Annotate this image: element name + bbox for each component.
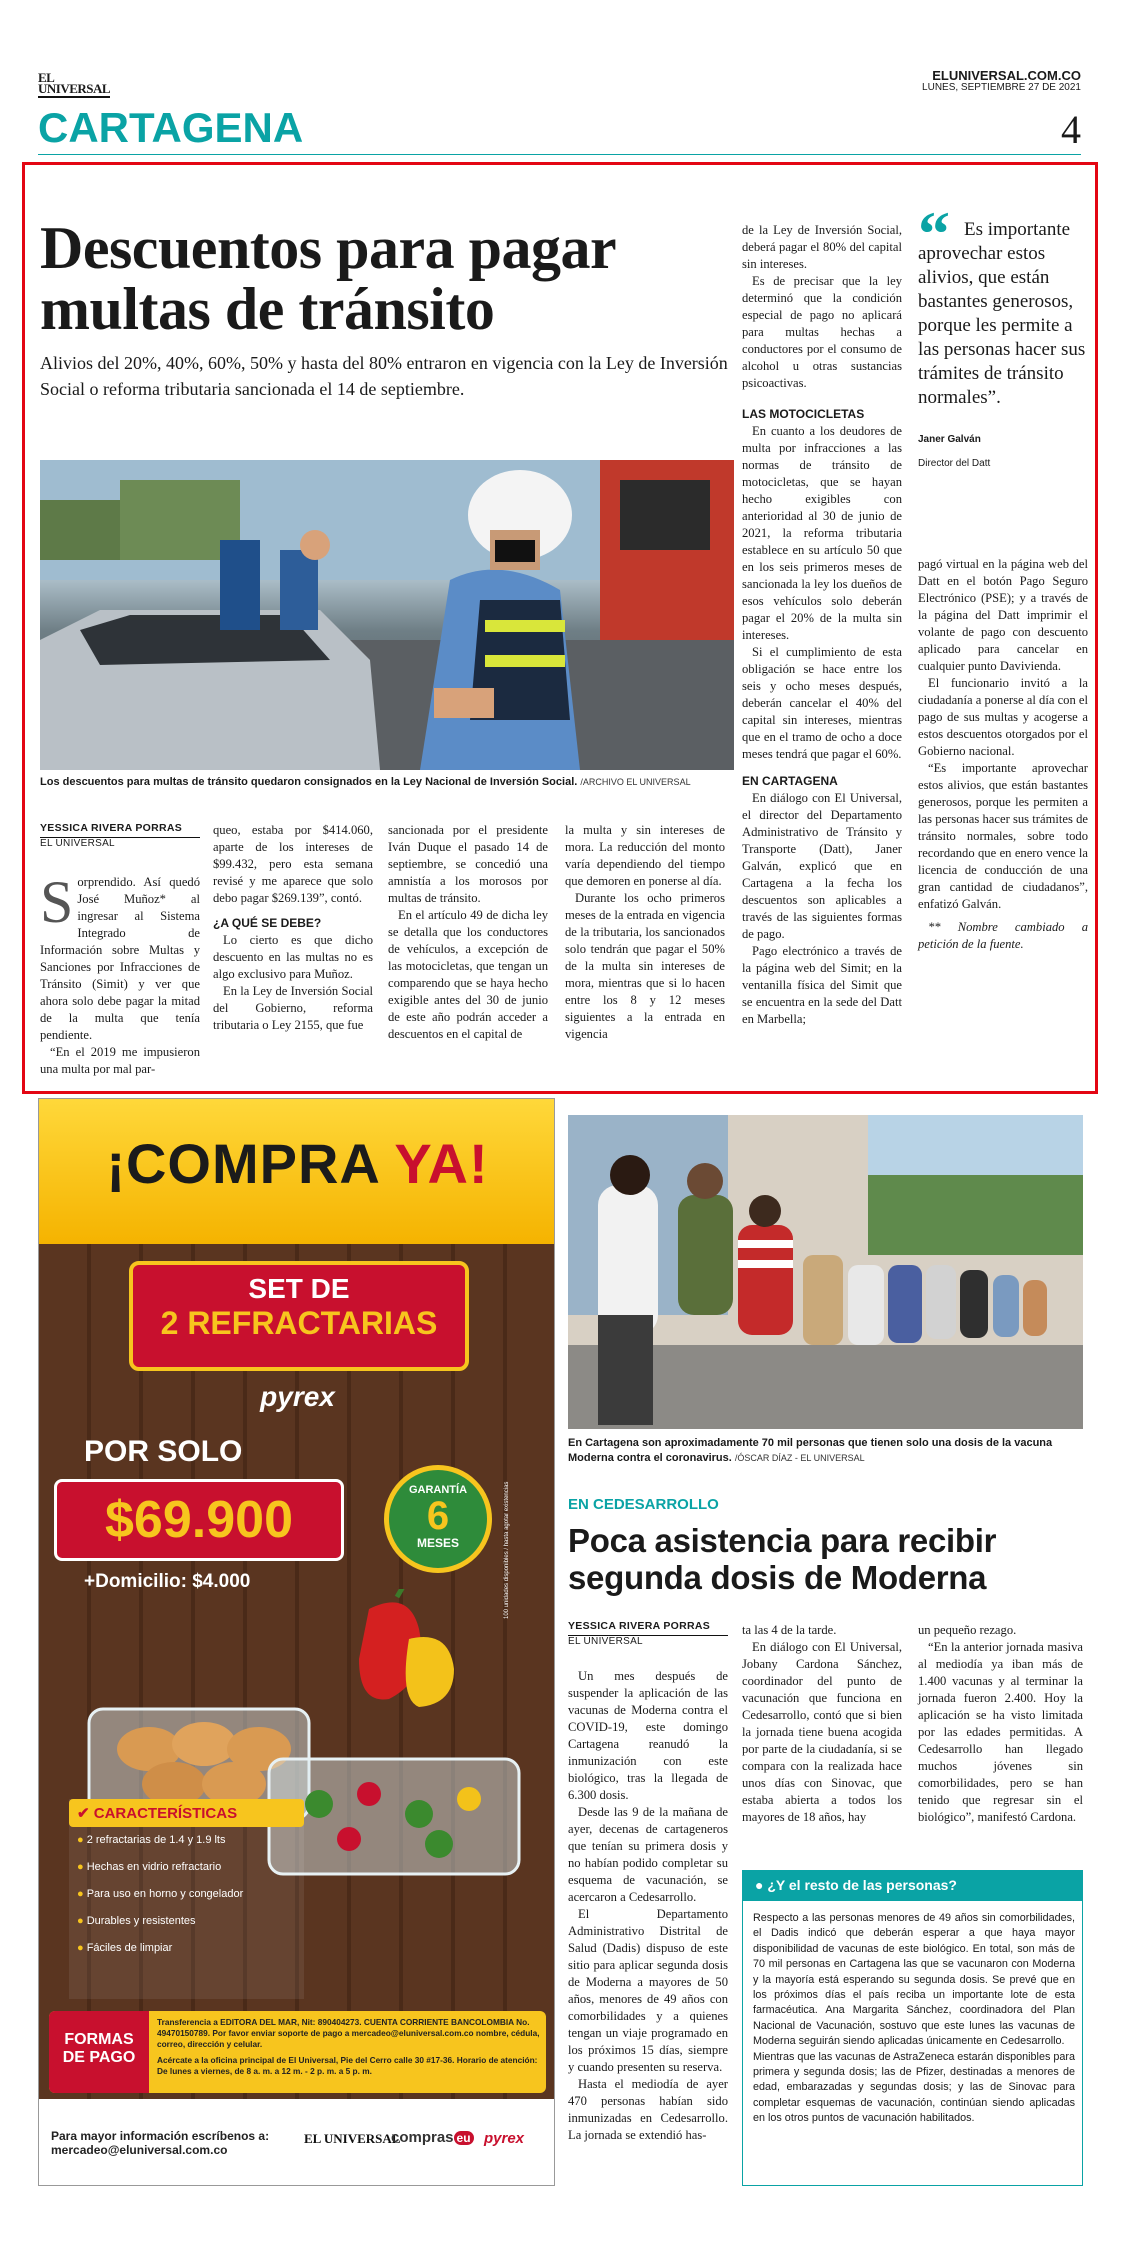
second-kicker: EN CEDESARROLLO (568, 1496, 719, 1513)
ad-cta: ¡COMPRA YA! (106, 1132, 489, 1195)
issue-date: LUNES, SEPTIEMBRE 27 DE 2021 (922, 82, 1081, 93)
subhead-motocicletas: LAS MOTOCICLETAS (742, 407, 865, 421)
sidebar-title: ● ¿Y el resto de las personas? (743, 1871, 1082, 1901)
quote-mark-icon: “ (918, 198, 950, 269)
ad-feature-item: ● Hechas en vidrio refractario (77, 1861, 222, 1873)
ad-delivery: +Domicilio: $4.000 (84, 1571, 251, 1592)
ad-logo-el-universal: EL UNIVERSAL (304, 2131, 401, 2146)
ad-logo-pyrex: pyrex (484, 2130, 525, 2147)
ad-logo-compras: compras eu (391, 2129, 474, 2146)
lead-headline: Descuentos para pagar multas de tránsito (40, 215, 616, 342)
ad-feature-item: ● 2 refractarias de 1.4 y 1.9 lts (77, 1834, 226, 1846)
ad-price: $69.900 (54, 1479, 344, 1561)
second-column-3: un pequeño rezago. “En la anterior jornada masiva al mediodía ya iban más de 1.400 vacunas y al terminar la jornada fueron 2.400. Hoy la aplicación se ha visto limitada por las edades permitidas. A Cedesarrollo han llegado muchos jóvenes sin comorbilidades, pero se han tenido que regresar sin el biológico”, manifestó Cardona. (918, 1623, 1083, 1824)
section-rule (38, 154, 1081, 155)
check-icon: ✔ (77, 1805, 94, 1822)
vaccination-photo-illustration (568, 1115, 1083, 1429)
ad-contact: Para mayor información escríbenos a: mercadeo@eluniversal.com.co (51, 2129, 270, 2157)
site-url[interactable]: ELUNIVERSAL.COM.CO (932, 68, 1081, 83)
second-column-2: ta las 4 de la tarde. En diálogo con El Universal, Jobany Cardona Sánchez, coordinador del punto de vacunación que funciona en Cedesarrollo, contó que si bien la jornada tiene buena acogida por parte de la ciudadanía, si se compara con la realizada hace unos días con Sinovac, que estaba abierta a todos los mayores de 18 años, hay (742, 1623, 902, 1824)
lead-byline: YESSICA RIVERA PORRAS (40, 822, 200, 838)
lead-photo-traffic-officer (40, 460, 734, 770)
lead-column-3: sancionada por el presidente Iván Duque el pasado 14 de septiembre, se concedió una amnistía a los morosos por multas de tránsito. En el artículo 49 de dicha ley se detalla que los conductores de vehículos, a excepción de las motocicletas, que tengan un comparendo que se haya hecho exigible antes del 30 de junio de este año podrán acceder a descuentos en el capital de (388, 823, 548, 1041)
ad-feature-item: ● Durables y resistentes (77, 1915, 196, 1927)
masthead-logo[interactable]: EL UNIVERSAL (38, 70, 111, 96)
vaccination-photo-caption: En Cartagena son aproximadamente 70 mil personas que tienen solo una dosis de la vacuna Moderna contra el coronavirus. /ÓSCAR DÍAZ - EL UNIVERSAL (568, 1437, 1053, 1464)
vaccination-queue-photo (568, 1115, 1083, 1429)
second-column-1: Un mes después de suspender la aplicación de las vacunas de Moderna contra el COVID-19, este domingo Cartagena reanudó la inmunización con este biológico, tras la llegada de 6.300 dosis. Desde las 9 de la mañana de ayer, decenas de cartageneros que tenían su primera dosis y no habían podido completar su esquema de vacunación, se acercaron a Cedesarrollo. El Departamento Administrativo Distrital de Salud (Dadis) dispuso de este sitio para aplicar segunda dosis de Moderna a mayores de 50 años, menores de 49 años con comorbilidades y a quienes tengan un viaje programado en los próximos 15 días, siempre y cuando presenten su reserva. Hasta el mediodía de ayer 470 personas habían sido inmunizadas en Cedesarrollo. La jornada se extendió has- (568, 1669, 728, 2142)
ad-payment-title: FORMAS DE PAGO (49, 2011, 149, 2093)
sidebar-box (742, 1870, 1083, 2186)
bullet-icon: ● (755, 1877, 768, 1893)
lead-column-4: la multa y sin intereses de mora. La reducción del monto varía dependiendo del tiempo que demoren en ponerse al día. Durante los ocho primeros meses de la entrada en vigencia de la tributaria, los sancionados solo tendrán que pagar el 50% de la multa sin intereses de mora, mientras que si lo hacen entre los 8 y 12 meses siguientes a la entrada en vigencia (565, 823, 725, 1041)
ad-brand-pyrex: pyrex (260, 1381, 335, 1412)
lead-column-5: de la Ley de Inversión Social, deberá pagar el 80% del capital sin intereses. Es de precisar que la ley determinó que la condición especial de pago no aplicará para multas hechas a conductores por el consumo de alcohol u otras sustancias psicoactivas. LAS MOTOCICLETAS En cuanto a los deudores de multa por infracciones a las normas de tránsito de motocicletas, que se hayan hecho exigibles con anterioridad al 30 de junio de 2021, la reforma tributaria establece en su artículo 50 que en los seis primeros meses de sancionada la ley los dueños de esos vehículos solo deberán pagar el 20% de la multa sin intereses. Si el cumplimiento de esta obligación se hace entre los seis y ocho meses después, deberán cancelar el 40% del capital sin intereses, mientras que en el tramo de ocho a doce meses tendrá que pagar el 60%. EN CARTAGENA En diálogo con El Universal, el director del Departamento Administrativo de Tránsito y Transporte (Datt), Janer Galván, explicó que en Cartagena a la fecha los descuentos son aplicables a través de las siguientes formas de pago. Pago electrónico a través de la página web del Simit; en la ventanilla física del Simit que se encuentra en la sede del Datt en Marbella; (742, 223, 902, 1026)
lead-column-1: S orprendido. Así quedó José Muñoz* al ingresar al Sistema Integrado de Información sobre Multas y Sanciones por Infracciones de Tránsito (Simit) y ver que ahora solo debe pagar la mitad de la multa que tenía pendiente. “En el 2019 me impusieron una multa por mal par- (40, 869, 200, 1076)
ad-features-list (69, 1827, 304, 1962)
ad-features (69, 1799, 304, 1999)
ad-contact-email[interactable]: mercadeo@eluniversal.com.co (51, 2143, 228, 2157)
lead-subhead: Alivios del 20%, 40%, 60%, 50% y hasta del 80% entraron en vigencia con la Ley de Inversión Social o reforma tributaria sancionada el 14 de septiembre. (40, 353, 728, 399)
quote-author: Janer Galván (918, 434, 981, 445)
lead-column-6: pagó virtual en la página web del Datt en el botón Pago Seguro Electrónico (PSE); y a través de la página del Datt imprimir el volante de pago con descuento aplicado para cancelar en cualquier punto Davivienda. El funcionario invitó a la ciudadanía a ponerse al día con el pago de sus multas y acogerse a estos descuentos otorgados por el Gobierno nacional. “Es importante aprovechar estos alivios, que están bastantes generosos, porque les permiten a las personas hacer sus trámites de tránsito normales, sobre todo recordando que en enero vence la licencia de conducción de una gran cantidad de ciudadanos”, enfatizó Galván. ** Nombre cambiado a petición de la fuente. (918, 557, 1088, 951)
ad-set-banner: SET DE 2 REFRACTARIAS (129, 1261, 469, 1371)
sidebar-body: Respecto a las personas menores de 49 años sin comorbilidades, el Dadis indicó que deberán esperar a que haya mayor disponibilidad de vacunas de este biológico. En total, son más de 70 mil personas en Cartagena las que se vacunaron con Moderna y la mayoría está esperando su segunda dosis. Se prevé que en los próximos días el país reciba un importante lote de esta farmacéutica. Ana Margarita Sánchez, coordinadora del Plan Nacional de Vacunación, sostuvo que este lunes las vacunas de Moderna seguirán siendo aplicadas únicamente en Cedesarrollo. Mientras que las vacunas de AstraZeneca estarán disponibles para primera y segunda dosis; las de Pfizer, destinadas a menores de edad, embarazadas y segundas dosis; y las de Sinovac para completar esquemas de vacunación, continúan siendo aplicadas en los otros puntos de vacunación habilitados. (753, 1912, 1075, 2125)
ad-side-note: 100 unidades disponibles / hasta agotar existencias (504, 1481, 510, 1619)
quote-role: Director del Datt (918, 458, 991, 469)
section-title: CARTAGENA (38, 104, 304, 151)
ad-features-title: ✔ CARACTERÍSTICAS (69, 1799, 304, 1827)
second-byline: YESSICA RIVERA PORRAS (568, 1620, 728, 1636)
subhead-que-se-debe: ¿A QUÉ SE DEBE? (213, 916, 322, 930)
ad-feature-item: ● Fáciles de limpiar (77, 1942, 173, 1954)
ad-por-solo: POR SOLO (84, 1435, 243, 1468)
page-number: 4 (1061, 107, 1081, 152)
second-headline: Poca asistencia para recibir segunda dosis de Moderna (568, 1522, 997, 1596)
ad-warranty-badge: GARANTÍA 6 MESES (384, 1465, 492, 1573)
lead-photo-caption: Los descuentos para multas de tránsito quedaron consignados en la Ley Nacional de Inversión Social. /ARCHIVO EL UNIVERSAL (40, 776, 691, 788)
lead-photo-illustration (40, 460, 734, 770)
lead-column-2: queo, estaba por $414.060, aparte de los intereses de $99.432, pero esta semana revisé y me aparece que solo debo pagar $269.139”, contó. ¿A QUÉ SE DEBE? Lo cierto es que dicho descuento en las multas no es algo exclusivo para Muñoz. En la Ley de Inversión Social del Gobierno, reforma tributaria o Ley 2155, que fue (213, 823, 373, 1032)
ad-feature-item: ● Para uso en horno y congelador (77, 1888, 244, 1900)
ad-payment-options: Transferencia a EDITORA DEL MAR, Nit: 890404273. CUENTA CORRIENTE BANCOLOMBIA No. 49470150789. Por favor enviar soporte de pago a mercadeo@eluniversal.com.co nombre, cédula, correo, dirección y celular. Acércate a la oficina principal de El Universal, Pie del Cerro calle 30 #17-36. Horario de atención: De lunes a viernes, de 8 a. m. a 12 m. - 2 p. m. a 5 p. m. (157, 2017, 540, 2076)
subhead-en-cartagena: EN CARTAGENA (742, 774, 838, 788)
lead-byline-org: EL UNIVERSAL (40, 838, 115, 849)
pyrex-advertisement[interactable] (38, 1098, 555, 2186)
pull-quote: Es importante aprovechar estos alivios, que están bastantes generosos, porque les permite a las personas hacer sus trámites de tránsito normales”. Janer Galván Director del Datt (918, 218, 1086, 476)
second-byline-org: EL UNIVERSAL (568, 1636, 643, 1647)
dropcap: S (40, 869, 74, 935)
